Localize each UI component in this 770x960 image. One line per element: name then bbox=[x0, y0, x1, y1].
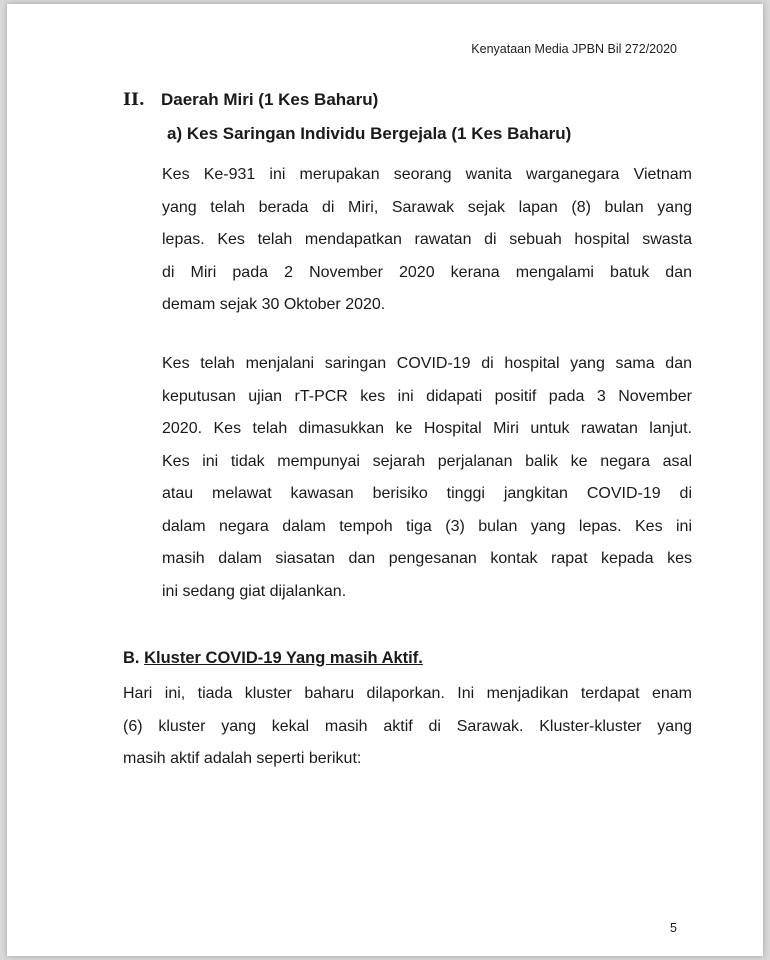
section-letter: B. bbox=[123, 649, 140, 667]
section-b-title: Kluster COVID-19 Yang masih Aktif. bbox=[144, 649, 423, 667]
paragraph-line: ini sedang giat dijalankan. bbox=[162, 582, 347, 600]
paragraph-line: Hari ini, tiada kluster baharu dilaporkan. Ini menjadikan terdapat enam bbox=[123, 685, 692, 702]
paragraph-line: Kes telah menjalani saringan COVID-19 di hospital yang sama dan bbox=[162, 355, 692, 372]
press-release-reference: Kenyataan Media JPBN Bil 272/2020 bbox=[471, 42, 677, 56]
paragraph-line: demam sejak 30 Oktober 2020. bbox=[162, 296, 386, 313]
paragraph-line: yang telah berada di Miri, Sarawak sejak lapan (8) bulan yang bbox=[162, 198, 692, 216]
paragraph-line: atau melawat kawasan berisiko tinggi jangkitan COVID-19 di bbox=[162, 485, 692, 502]
paragraph-line: dalam negara dalam tempoh tiga (3) bulan yang lepas. Kes ini bbox=[162, 517, 692, 535]
paragraph-line: masih dalam siasatan dan pengesanan kontak rapat kepada kes bbox=[162, 550, 692, 567]
paragraph-line: di Miri pada 2 November 2020 kerana mengalami batuk dan bbox=[162, 263, 692, 281]
section-numeral: II. bbox=[123, 90, 145, 110]
paragraph-line: Kes ini tidak mempunyai sejarah perjalanan balik ke negara asal bbox=[162, 452, 692, 470]
subsection-heading: a) Kes Saringan Individu Bergejala (1 Kes Baharu) bbox=[167, 124, 572, 143]
paragraph-line: masih aktif adalah seperti berikut: bbox=[123, 750, 362, 767]
paragraph-line: lepas. Kes telah mendapatkan rawatan di sebuah hospital swasta bbox=[162, 231, 692, 248]
paragraph-line: Kes Ke-931 ini merupakan seorang wanita warganegara Vietnam bbox=[162, 166, 692, 183]
page-number: 5 bbox=[670, 921, 677, 935]
active-clusters-paragraph bbox=[123, 678, 692, 776]
paragraph-line: 2020. Kes telah dimasukkan ke Hospital Miri untuk rawatan lanjut. bbox=[162, 420, 692, 437]
section-b-heading bbox=[123, 649, 423, 668]
case-description-paragraph bbox=[162, 159, 692, 322]
paragraph-line: (6) kluster yang kekal masih aktif di Sarawak. Kluster-kluster yang bbox=[123, 717, 692, 735]
section-title: Daerah Miri (1 Kes Baharu) bbox=[161, 90, 379, 109]
document-page bbox=[7, 4, 763, 956]
section-ii-heading bbox=[123, 90, 378, 110]
paragraph-line: keputusan ujian rT-PCR kes ini didapati positif pada 3 November bbox=[162, 387, 692, 405]
screening-paragraph bbox=[162, 348, 692, 608]
